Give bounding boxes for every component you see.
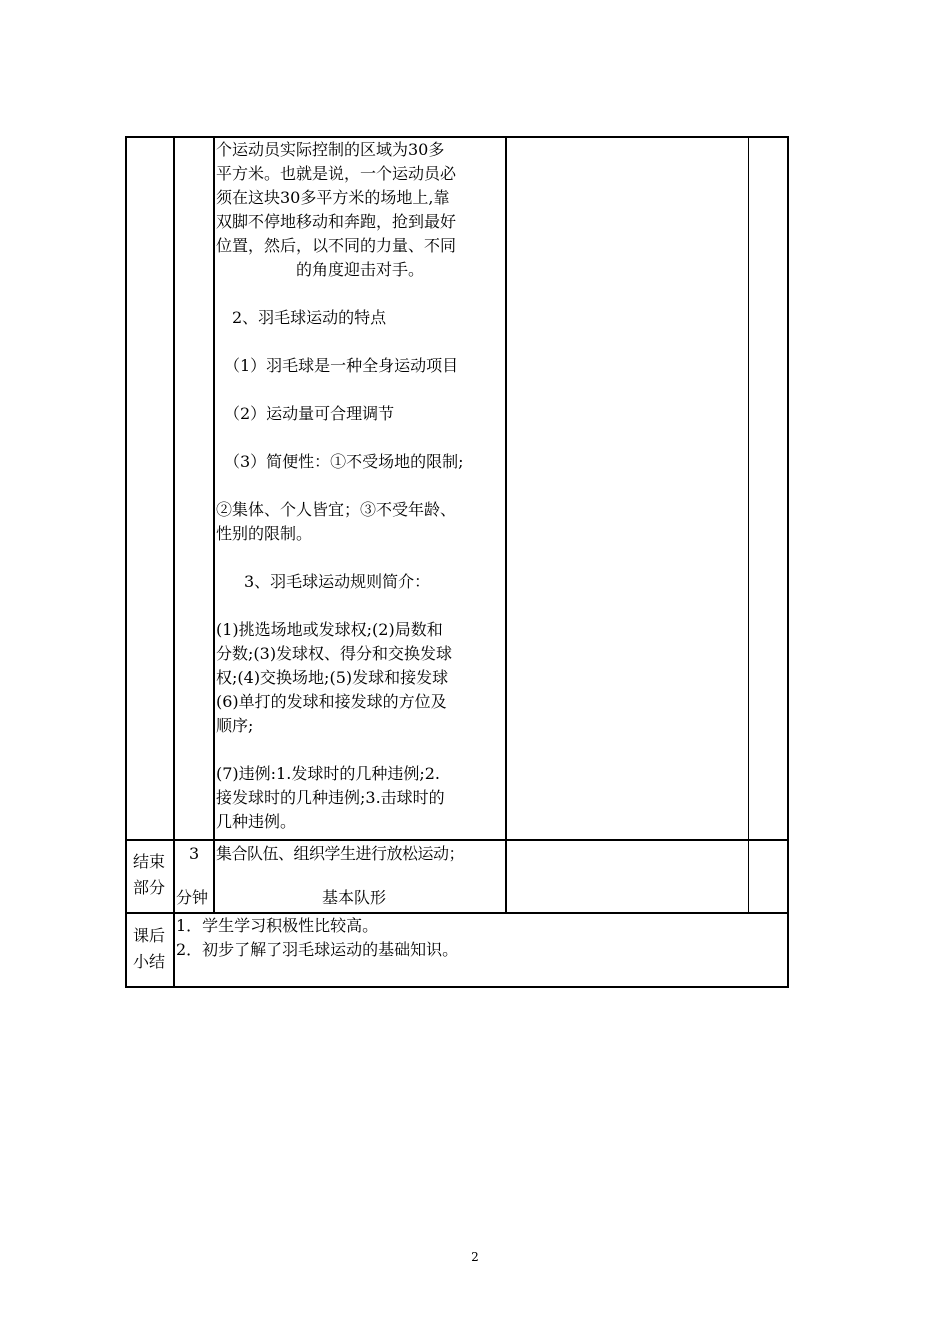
rules-line: 权;(4)交换场地;(5)发球和接发球 xyxy=(216,668,449,687)
end-time-unit: 分钟 xyxy=(176,888,209,907)
summary-item: 2．初步了解了羽毛球运动的基础知识。 xyxy=(176,940,459,959)
end-section-label-1: 结束 xyxy=(133,852,166,871)
summary-item: 1．学生学习积极性比较高。 xyxy=(176,916,379,935)
summary-label-1: 课后 xyxy=(133,926,166,945)
feature-item: （1）羽毛球是一种全身运动项目 xyxy=(224,356,459,375)
row-divider-content-end xyxy=(125,839,789,841)
section-heading-features: 2、羽毛球运动的特点 xyxy=(232,308,387,327)
paragraph-line: 须在这块30多平方米的场地上,靠 xyxy=(216,188,450,207)
paragraph-line: 双脚不停地移动和奔跑，抢到最好 xyxy=(216,212,457,231)
rules-line: 分数;(3)发球权、得分和交换发球 xyxy=(216,644,453,663)
rules-line: 接发球时的几种违例;3.击球时的 xyxy=(216,788,445,807)
paragraph-line: 个运动员实际控制的区域为30多 xyxy=(216,140,445,159)
feature-item: （2）运动量可合理调节 xyxy=(224,404,395,423)
end-content-line: 集合队伍、组织学生进行放松运动； xyxy=(216,844,465,863)
content-cell xyxy=(216,138,504,834)
rules-line: 顺序; xyxy=(216,716,254,735)
paragraph-line: 平方米。也就是说，一个运动员必 xyxy=(216,164,457,183)
col-divider-1 xyxy=(173,136,175,988)
col-divider-3 xyxy=(505,136,507,914)
end-formation-label: 基本队形 xyxy=(322,888,387,907)
table-right-border xyxy=(787,136,789,988)
end-time-value: 3 xyxy=(189,844,200,863)
end-section-label-2: 部分 xyxy=(133,878,166,897)
col-divider-4 xyxy=(748,136,749,914)
page-number: 2 xyxy=(471,1250,479,1264)
feature-continuation: ②集体、个人皆宜；③不受年龄、 xyxy=(216,500,457,519)
paragraph-line: 的角度迎击对手。 xyxy=(295,260,424,279)
rules-line: 几种违例。 xyxy=(216,812,297,831)
feature-continuation: 性别的限制。 xyxy=(216,524,313,543)
rules-line: (1)挑选场地或发球权;(2)局数和 xyxy=(216,620,443,639)
paragraph-line: 位置，然后，以不同的力量、不同 xyxy=(216,236,457,255)
col-divider-2 xyxy=(213,136,215,914)
rules-line: (6)单打的发球和接发球的方位及 xyxy=(216,692,447,711)
feature-item: （3）简便性：①不受场地的限制; xyxy=(224,452,464,471)
summary-label-2: 小结 xyxy=(133,952,166,971)
rules-line: (7)违例:1.发球时的几种违例;2. xyxy=(216,764,440,783)
table-left-border xyxy=(125,136,127,988)
section-heading-rules: 3、羽毛球运动规则简介： xyxy=(244,572,431,591)
table-bottom-border xyxy=(125,986,789,988)
